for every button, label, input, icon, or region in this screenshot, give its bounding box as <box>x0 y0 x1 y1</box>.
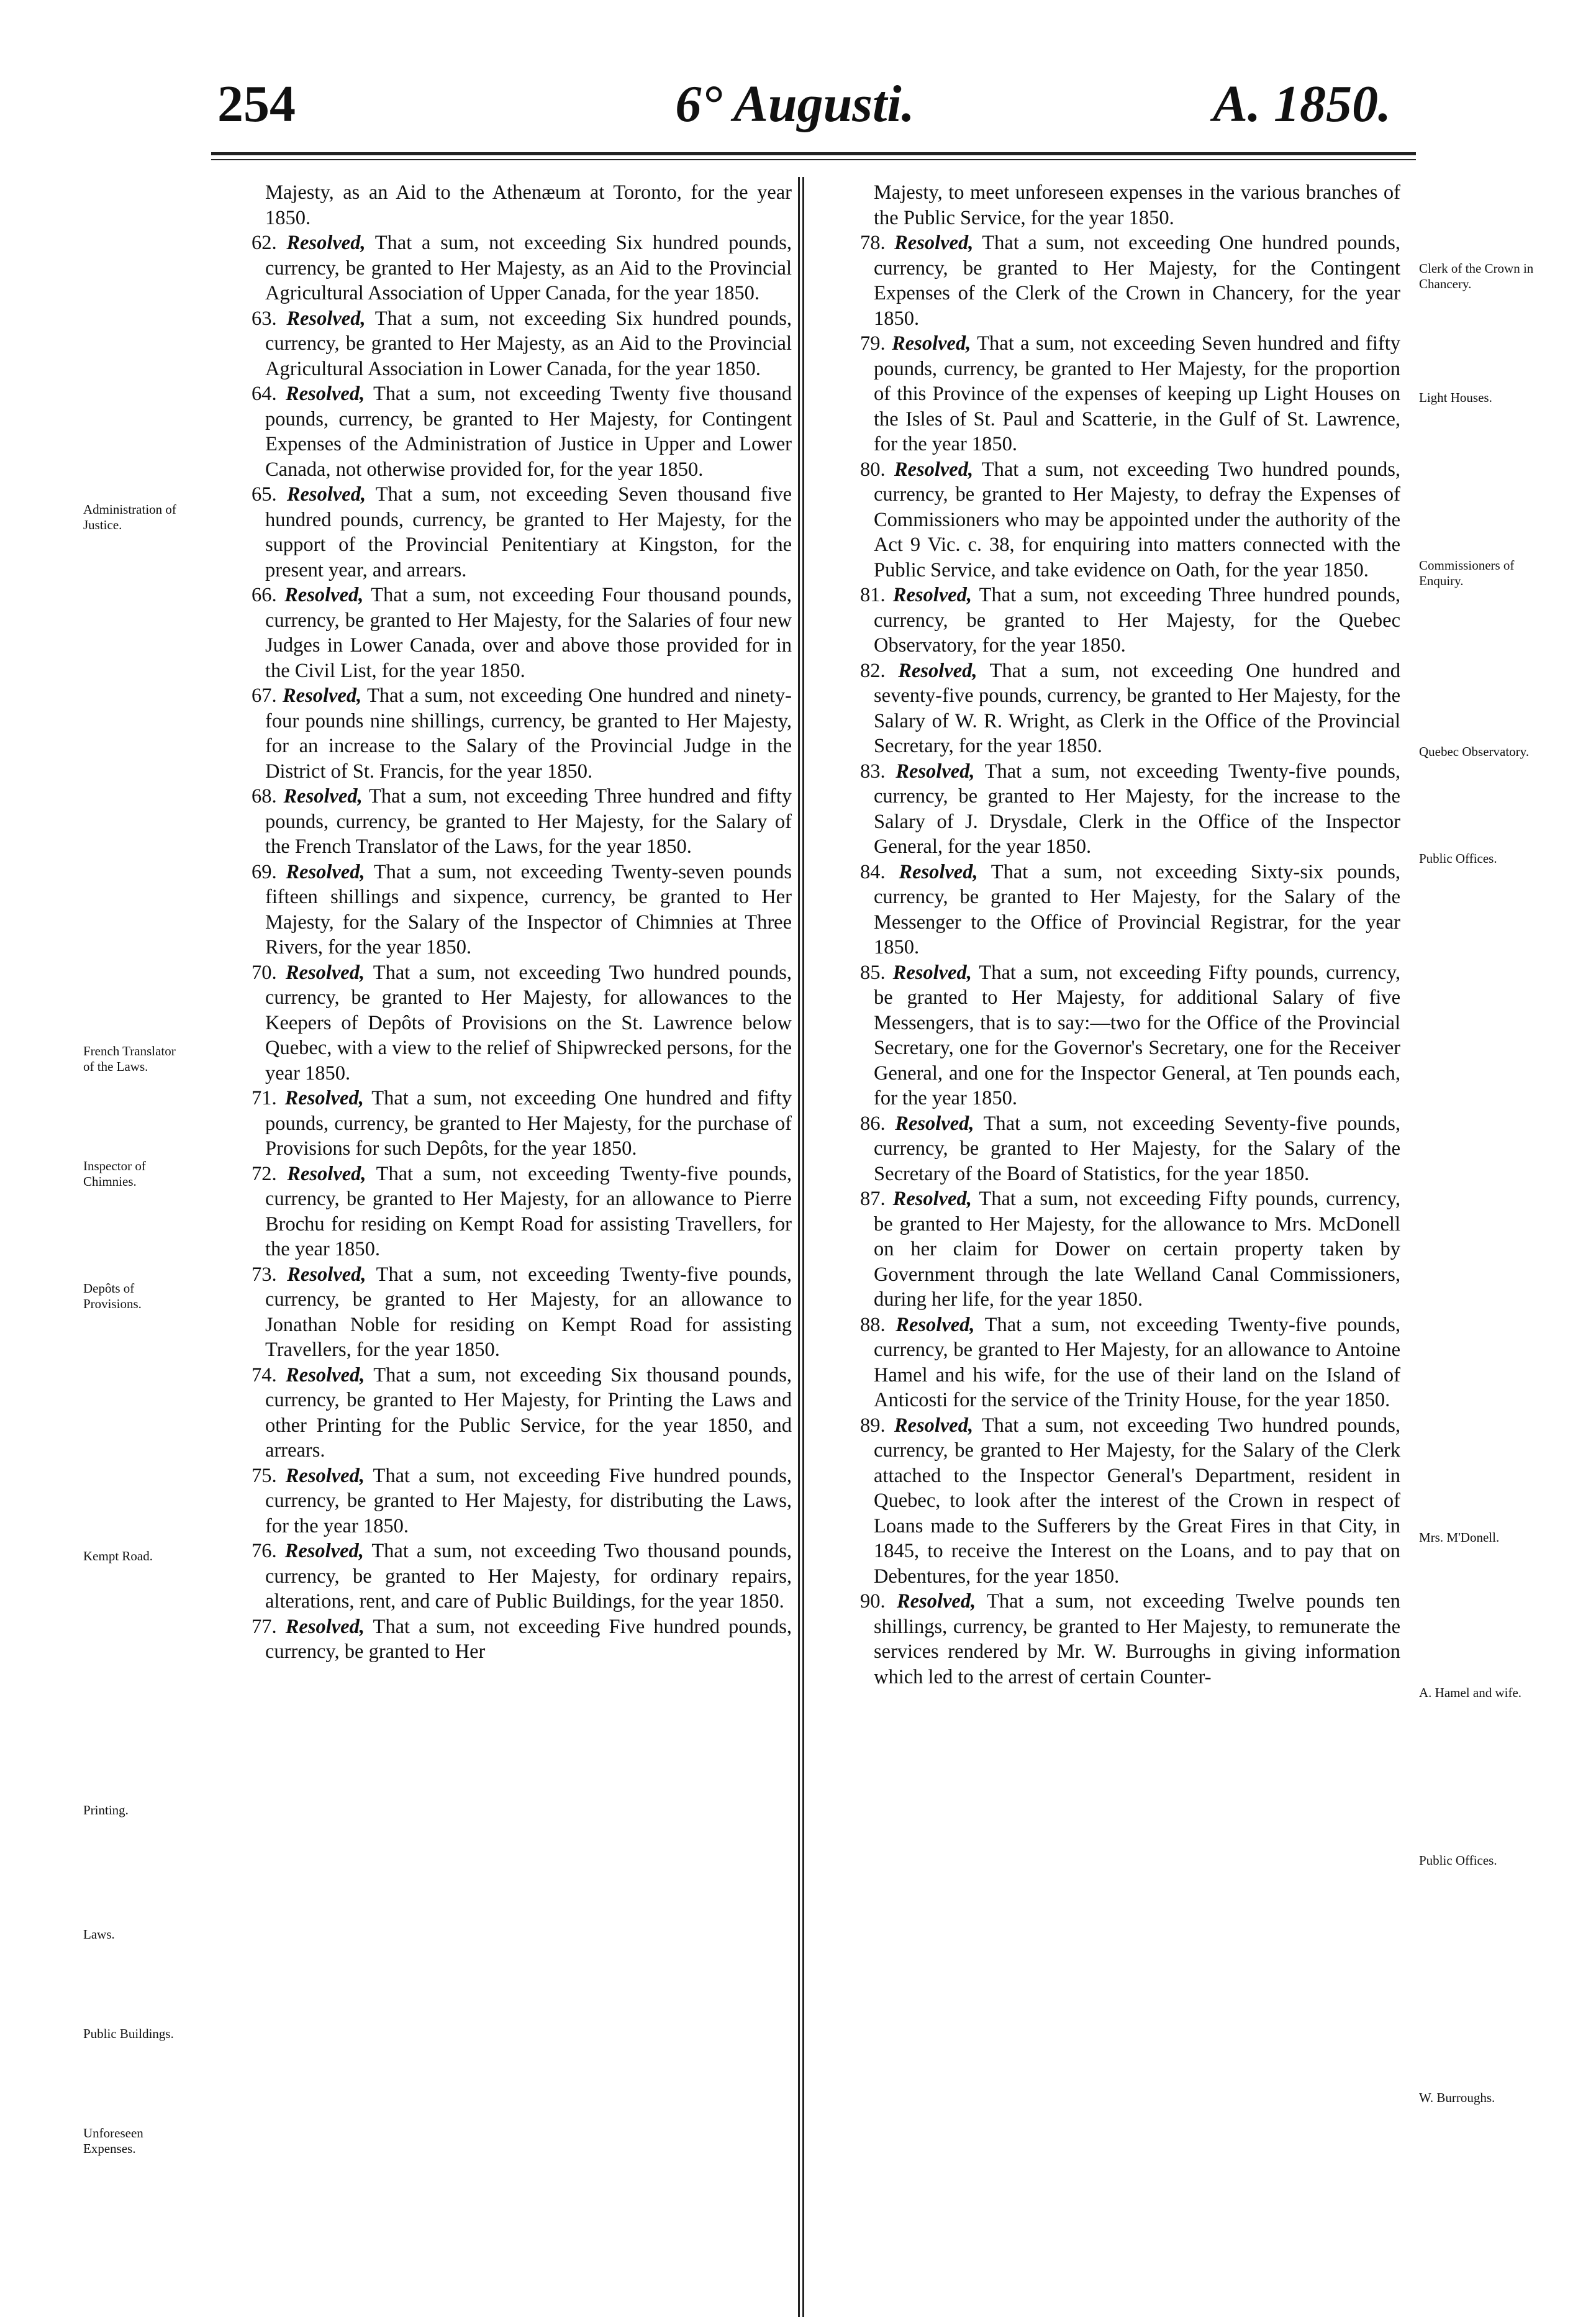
margin-note-clerk-crown: Clerk of the Crown in Chancery. <box>1419 261 1534 291</box>
resolution-70: 70. Resolved, That a sum, not exceeding Two hundred pounds, currency, be granted to Her Majesty, for allowances to the Keepers of Depôts of Provisions on the St. Lawrence below Quebec, with a view to the relief of Shipwrecked persons, for the year 1850. <box>252 961 792 1085</box>
resolution-88: 88. Resolved, That a sum, not exceeding Twenty-five pounds, currency, be granted to Her Majesty, for an allowance to Antoine Hamel and his wife, for the use of their land on the Island of Anticosti for the service of the Trinity House, for the year 1850. <box>860 1313 1401 1411</box>
resolution-62: 62. Resolved, That a sum, not exceeding Six hundred pounds, currency, be granted to Her Majesty, as an Aid to the Provincial Agricultural Association of Upper Canada, for the year 1850. <box>252 232 792 304</box>
resolution-68: 68. Resolved, That a sum, not exceeding Three hundred and fifty pounds, currency, be granted to Her Majesty, for the Salary of the French Translator of the Laws, for the year 1850. <box>252 785 792 858</box>
resolution-82: 82. Resolved, That a sum, not exceeding One hundred and seventy-five pounds, currency, be granted to Her Majesty, for the Salary of W. R. Wright, as Clerk in the Office of the Provincial Secretary, for the year 1850. <box>860 659 1400 757</box>
margin-note-light-houses: Light Houses. <box>1419 390 1492 405</box>
margin-note-public-offices: Public Offices. <box>1419 851 1497 866</box>
margin-note-commissioners-enquiry: Commissioners of Enquiry. <box>1419 558 1515 588</box>
resolution-69: 69. Resolved, That a sum, not exceeding Twenty-seven pounds fifteen shillings and sixpence, currency, be granted to Her Majesty, for the Salary of the Inspector of Chimnies at Three Rivers, for the year 1850. <box>252 860 792 958</box>
resolution-76: 76. Resolved, That a sum, not exceeding Two thousand pounds, currency, be granted to Her Majesty, for ordinary repairs, alterations, rent, and care of Public Buildings, for the year 1850. <box>252 1540 792 1613</box>
resolution-77: 77. Resolved, That a sum, not exceeding Five hundred pounds, currency, be granted to Her <box>252 1615 792 1663</box>
resolution-78: 78. Resolved, That a sum, not exceeding One hundred pounds, currency, be granted to Her Majesty, for the Contingent Expenses of the Clerk of the Crown in Chancery, for the year 1850. <box>860 232 1400 330</box>
column-divider-right <box>802 177 804 2317</box>
margin-note-unforeseen-expenses: Unforeseen Expenses. <box>83 2126 143 2156</box>
header-rule-thin <box>211 159 1416 160</box>
resolution-86: 86. Resolved, That a sum, not exceeding Seventy-five pounds, currency, be granted to Her Majesty, for the Salary of the Secretary of the Board of Statistics, for the year 1850. <box>860 1112 1400 1185</box>
page-date: 6° Augusti. <box>675 75 915 133</box>
resolution-87: 87. Resolved, That a sum, not exceeding Fifty pounds, currency, be granted to Her Majesty, for the allowance to Mrs. McDonell on her claim for Dower on certain property taken by Government through the late Welland Canal Commissioners, during her life, for the year 1850. <box>860 1188 1400 1311</box>
resolution-83: 83. Resolved, That a sum, not exceeding Twenty-five pounds, currency, be granted to Her Majesty, for the increase to the Salary of J. Drysdale, Clerk in the Office of the Inspector General, for the year 1850. <box>860 760 1401 858</box>
margin-note-laws: Laws. <box>83 1927 115 1942</box>
page-year: A. 1850. <box>1212 75 1391 133</box>
margin-note-kempt-road: Kempt Road. <box>83 1549 153 1563</box>
resolution-66: 66. Resolved, That a sum, not exceeding Four thousand pounds, currency, be granted to Her Majesty, for the Salaries of four new Judges in Lower Canada, over and above those provided for in the Civil List, for the year 1850. <box>252 584 792 682</box>
margin-note-quebec-observatory: Quebec Observatory. <box>1419 744 1530 759</box>
margin-note-depots-provisions: Depôts of Provisions. <box>83 1281 142 1311</box>
resolution-71: 71. Resolved, That a sum, not exceeding One hundred and fifty pounds, currency, be granted to Her Majesty, for the purchase of Provisions for such Depôts, for the year 1850. <box>252 1087 792 1160</box>
resolution-73: 73. Resolved, That a sum, not exceeding Twenty-five pounds, currency, be granted to Her Majesty, for an allowance to Jonathan Noble for residing on Kempt Road for assisting Travellers, for the year 1850. <box>252 1263 792 1361</box>
resolution-67: 67. Resolved, That a sum, not exceeding One hundred and ninety-four pounds nine shillings, currency, be granted to Her Majesty, for an increase to the Salary of the Provincial Judge in the District of St. Francis, for the year 1850. <box>252 685 792 783</box>
margin-note-mrs-mcdonell: Mrs. M'Donell. <box>1419 1530 1500 1545</box>
resolution-74: 74. Resolved, That a sum, not exceeding Six thousand pounds, currency, be granted to Her Majesty, for Printing the Laws and other Printing for the Public Service, for the year 1850, and arrears. <box>252 1363 792 1462</box>
resolution-90: 90. Resolved, That a sum, not exceeding Twelve pounds ten shillings, currency, be granted to Her Majesty, to remunerate the services rendered by Mr. W. Burroughs in giving information which led to the arrest of certain Counter- <box>860 1590 1400 1688</box>
resolution-63: 63. Resolved, That a sum, not exceeding Six hundred pounds, currency, be granted to Her Majesty, as an Aid to the Provincial Agricultural Association in Lower Canada, for the year 1850. <box>252 307 792 380</box>
continuation-paragraph: Majesty, to meet unforeseen expenses in the various branches of the Public Service, for the year 1850. <box>874 181 1400 229</box>
continuation-paragraph: Majesty, as an Aid to the Athenæum at Toronto, for the year 1850. <box>265 181 792 229</box>
column-divider-left <box>798 177 800 2317</box>
margin-note-printing: Printing. <box>83 1803 129 1817</box>
margin-note-w-burroughs: W. Burroughs. <box>1419 2090 1495 2105</box>
margin-note-public-offices-2: Public Offices. <box>1419 1853 1497 1868</box>
resolution-72: 72. Resolved, That a sum, not exceeding Twenty-five pounds, currency, be granted to Her Majesty, for an allowance to Pierre Brochu for residing on Kempt Road for assisting Travellers, for the year 1850. <box>252 1162 792 1260</box>
resolution-64: 64. Resolved, That a sum, not exceeding Twenty five thousand pounds, currency, be granted to Her Majesty, for Contingent Expenses of the Administration of Justice in Upper and Lower Canada, not otherwise provided for, for the year 1850. <box>252 383 792 481</box>
resolution-79: 79. Resolved, That a sum, not exceeding Seven hundred and fifty pounds, currency, be granted to Her Majesty, for the proportion of this Province of the expenses of keeping up Light Houses on the Isles of St. Paul and Scatterie, in the Gulf of St. Lawrence, for the year 1850. <box>860 332 1400 455</box>
page-number: 254 <box>217 75 296 133</box>
resolution-80: 80. Resolved, That a sum, not exceeding Two hundred pounds, currency, be granted to Her Majesty, to defray the Expenses of Commissioners who may be appointed under the authority of the Act 9 Vic. c. 38, for enquiring into matters connected with the Public Service, and take evidence on Oath, for the year 1850. <box>860 458 1400 581</box>
margin-note-french-translator: French Translator of the Laws. <box>83 1044 176 1074</box>
page-header <box>0 67 1596 142</box>
margin-note-public-buildings: Public Buildings. <box>83 2026 174 2041</box>
resolution-75: 75. Resolved, That a sum, not exceeding Five hundred pounds, currency, be granted to Her Majesty, for distributing the Laws, for the year 1850. <box>252 1464 792 1537</box>
margin-note-inspector-chimnies: Inspector of Chimnies. <box>83 1158 146 1189</box>
margin-note-admin-justice: Administration of Justice. <box>83 502 176 532</box>
resolution-84: 84. Resolved, That a sum, not exceeding Sixty-six pounds, currency, be granted to Her Majesty, for the Salary of the Messenger to the Office of Provincial Registrar, for the year 1850. <box>860 860 1401 958</box>
resolution-89: 89. Resolved, That a sum, not exceeding Two hundred pounds, currency, be granted to Her Majesty, for the Salary of the Clerk attached to the Inspector General's Department, resident in Quebec, to look after the interest of the Crown in respect of Loans made to the Sufferers by the Great Fires in that City, in 1845, to receive the Interest on the Loans, and to pay that on Debentures, for the year 1850. <box>860 1414 1400 1588</box>
resolution-85: 85. Resolved, That a sum, not exceeding Fifty pounds, currency, be granted to Her Majesty, for additional Salary of five Messengers, that is to say:—two for the Office of the Provincial Secretary, one for the Governor's Secretary, one for the Receiver General, and one for the Inspector General, at Ten pounds each, for the year 1850. <box>860 961 1400 1109</box>
header-rule-thick <box>211 152 1416 155</box>
right-column <box>860 180 1400 1690</box>
margin-note-hamel-wife: A. Hamel and wife. <box>1419 1685 1522 1700</box>
left-column <box>252 180 792 1665</box>
resolution-65: 65. Resolved, That a sum, not exceeding Seven thousand five hundred pounds, currency, be granted to Her Majesty, for the support of the Provincial Penitentiary at Kingston, for the present year, and arrears. <box>252 483 792 581</box>
resolution-81: 81. Resolved, That a sum, not exceeding Three hundred pounds, currency, be granted to Her Majesty, for the Quebec Observatory, for the year 1850. <box>860 584 1400 657</box>
